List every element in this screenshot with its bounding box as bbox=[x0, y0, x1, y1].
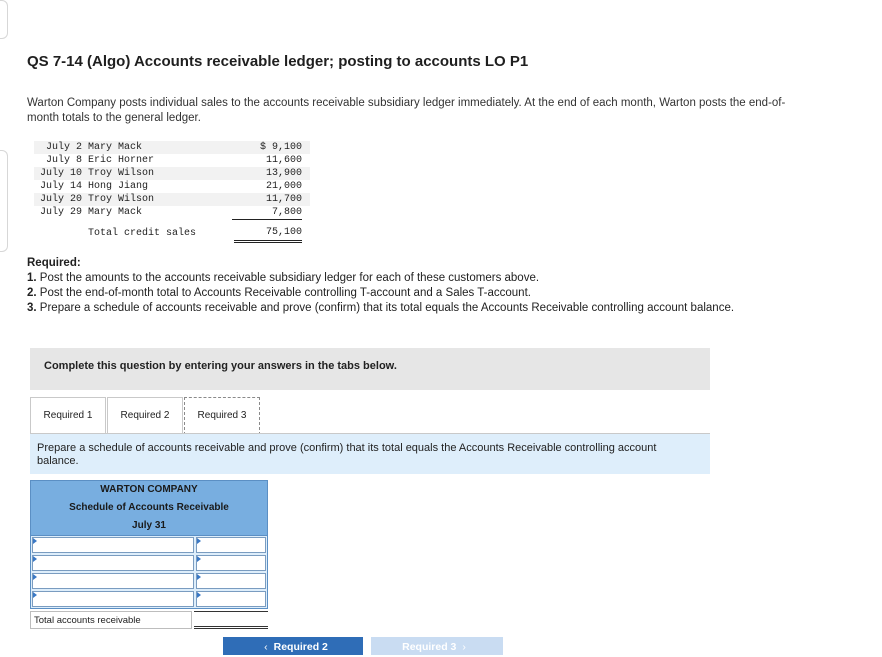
sales-amount: 7,800 bbox=[232, 206, 302, 220]
sales-total-value: 75,100 bbox=[234, 225, 302, 243]
schedule-total-row bbox=[30, 611, 268, 631]
customer-name-input[interactable] bbox=[32, 573, 194, 589]
required-item: 3. Prepare a schedule of accounts receivable and prove (confirm) that its total equals the Accounts Receivable controlling account balance. bbox=[27, 302, 735, 314]
next-tab-label: Required 3 bbox=[402, 641, 457, 653]
sales-amount: 21,000 bbox=[265, 181, 302, 192]
sales-total-row bbox=[34, 222, 310, 242]
sales-row bbox=[34, 206, 310, 219]
schedule-date: July 31 bbox=[30, 517, 268, 536]
input-marker-icon bbox=[33, 592, 37, 598]
complete-instructions-banner bbox=[30, 348, 710, 390]
prev-tab-button[interactable] bbox=[223, 637, 363, 655]
sales-amount: 13,900 bbox=[265, 168, 302, 179]
required-heading: Required: bbox=[27, 257, 81, 269]
schedule-company: WARTON COMPANY bbox=[30, 480, 268, 499]
sales-date: July 14 bbox=[39, 181, 82, 192]
customer-amount-input[interactable] bbox=[196, 591, 266, 607]
input-marker-icon bbox=[197, 538, 201, 544]
sales-customer: Troy Wilson bbox=[88, 168, 155, 179]
sales-row bbox=[34, 180, 310, 193]
left-edge-decoration bbox=[0, 150, 8, 252]
tab-required-1[interactable]: Required 1 bbox=[30, 397, 106, 435]
customer-amount-input[interactable] bbox=[196, 573, 266, 589]
next-tab-button[interactable] bbox=[371, 637, 503, 655]
schedule-row bbox=[30, 554, 268, 572]
sales-date: July 29 bbox=[39, 207, 82, 218]
required-item: 1. Post the amounts to the accounts receivable subsidiary ledger for each of these customers above. bbox=[27, 272, 540, 284]
sales-row bbox=[34, 141, 310, 154]
customer-name-input[interactable] bbox=[32, 537, 194, 553]
left-edge-decoration bbox=[0, 0, 8, 39]
schedule-row bbox=[30, 572, 268, 590]
question-title: QS 7-14 (Algo) Accounts receivable ledger; posting to accounts LO P1 bbox=[27, 53, 529, 70]
sales-row bbox=[34, 193, 310, 206]
sales-customer: Mary Mack bbox=[88, 142, 143, 153]
sales-amount: 11,700 bbox=[265, 194, 302, 205]
schedule-row bbox=[30, 590, 268, 609]
sales-date: July 10 bbox=[39, 168, 82, 179]
schedule-total-input[interactable] bbox=[194, 611, 268, 629]
complete-instructions-text: Complete this question by entering your answers in the tabs below. bbox=[44, 360, 397, 372]
input-marker-icon bbox=[33, 574, 37, 580]
credit-sales-table bbox=[34, 141, 310, 242]
sales-customer: Eric Horner bbox=[88, 155, 155, 166]
sales-row bbox=[34, 167, 310, 180]
customer-name-input[interactable] bbox=[32, 555, 194, 571]
input-marker-icon bbox=[197, 574, 201, 580]
customer-amount-input[interactable] bbox=[196, 537, 266, 553]
tab-required-2[interactable]: Required 2 bbox=[107, 397, 183, 435]
sales-customer: Hong Jiang bbox=[88, 181, 149, 192]
chevron-left-icon: ‹ bbox=[264, 641, 268, 653]
required-item: 2. Post the end-of-month total to Accounts Receivable controlling T-account and a Sales T-account. bbox=[27, 287, 531, 299]
sales-customer: Troy Wilson bbox=[88, 194, 155, 205]
sales-date: July 2 bbox=[45, 142, 82, 153]
sales-customer: Mary Mack bbox=[88, 207, 143, 218]
tab-instruction-text: Prepare a schedule of accounts receivable and prove (confirm) that its total equals the Accounts Receivable controlling account balance. bbox=[37, 442, 657, 467]
input-marker-icon bbox=[33, 538, 37, 544]
schedule-row bbox=[30, 536, 268, 554]
sales-amount: 11,600 bbox=[265, 155, 302, 166]
sales-date: July 8 bbox=[45, 155, 82, 166]
customer-name-input[interactable] bbox=[32, 591, 194, 607]
input-marker-icon bbox=[33, 556, 37, 562]
schedule-total-label: Total accounts receivable bbox=[30, 611, 192, 629]
ar-schedule-table bbox=[30, 480, 268, 631]
sales-date: July 20 bbox=[39, 194, 82, 205]
customer-amount-input[interactable] bbox=[196, 555, 266, 571]
tab-required-3[interactable]: Required 3 bbox=[184, 397, 260, 435]
input-marker-icon bbox=[197, 556, 201, 562]
tab-instruction-box bbox=[30, 434, 710, 474]
prev-tab-label: Required 2 bbox=[273, 641, 328, 653]
input-marker-icon bbox=[197, 592, 201, 598]
schedule-title: Schedule of Accounts Receivable bbox=[30, 499, 268, 517]
sales-total-label: Total credit sales bbox=[88, 228, 197, 239]
sales-amount: $ 9,100 bbox=[259, 142, 302, 153]
required-section bbox=[27, 256, 767, 316]
chevron-right-icon: › bbox=[462, 641, 466, 653]
question-intro: Warton Company posts individual sales to the accounts receivable subsidiary ledger immediately. At the end of each month, Warton posts the end-of-month totals to the general ledger. bbox=[27, 97, 786, 124]
sales-row bbox=[34, 154, 310, 167]
